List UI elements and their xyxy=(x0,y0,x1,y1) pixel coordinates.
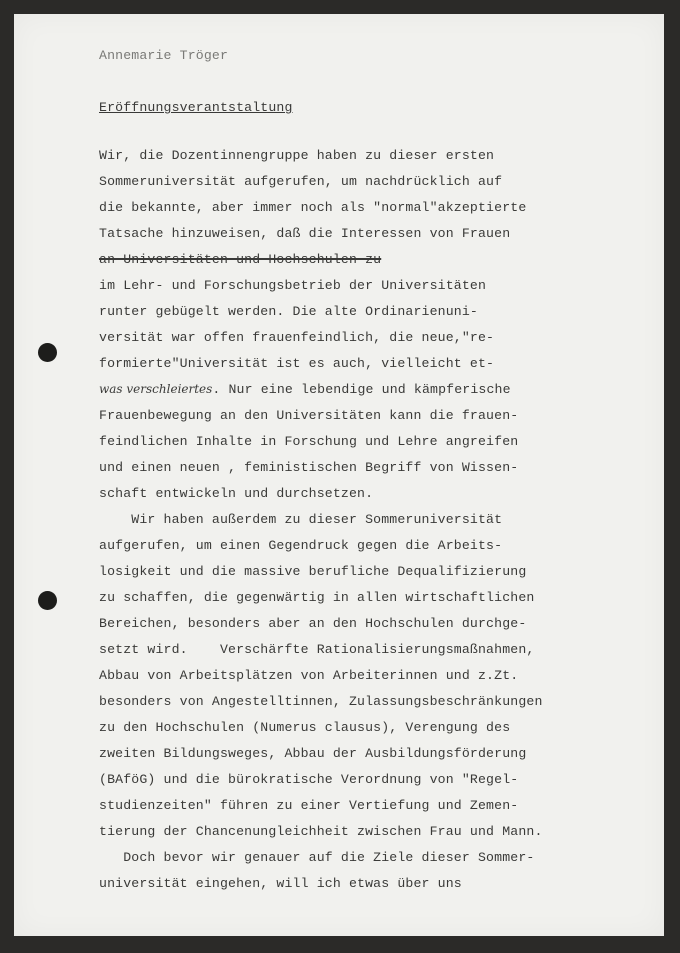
text-line: Tatsache hinzuweisen, daß die Interessen von Frauen xyxy=(99,226,511,241)
text-line: setzt wird. Verschärfte Rationalisierungsmaßnahmen, xyxy=(99,642,535,657)
text-line: Bereichen, besonders aber an den Hochschulen durchge- xyxy=(99,616,527,631)
text-line-rest: . Nur eine lebendige und kämpferische xyxy=(212,382,511,397)
handwritten-correction: was verschleiertes xyxy=(99,382,213,396)
text-line: (BAföG) und die bürokratische Verordnung von "Regel- xyxy=(99,772,519,787)
text-line: tierung der Chancenungleichheit zwischen Frau und Mann. xyxy=(99,824,543,839)
text-line: universität eingehen, will ich etwas über uns xyxy=(99,876,462,891)
text-line: besonders von Angestelltinnen, Zulassungsbeschränkungen xyxy=(99,694,543,709)
document-title: Eröffnungsverantstaltung xyxy=(99,100,293,115)
text-line: zu schaffen, die gegenwärtig in allen wirtschaftlichen xyxy=(99,590,535,605)
text-line: feindlichen Inhalte in Forschung und Lehre angreifen xyxy=(99,434,519,449)
document-page xyxy=(14,14,664,936)
struck-through-line: an Universitäten und Hochschulen zu xyxy=(99,252,382,267)
text-line: im Lehr- und Forschungsbetrieb der Universitäten xyxy=(99,278,487,293)
text-line: aufgerufen, um einen Gegendruck gegen die Arbeits- xyxy=(99,538,503,553)
text-line: runter gebügelt werden. Die alte Ordinarienuni- xyxy=(99,304,478,319)
punch-hole-top xyxy=(38,343,57,362)
text-line: formierte"Universität ist es auch, vielleicht et- xyxy=(99,356,495,371)
text-line: Abbau von Arbeitsplätzen von Arbeiterinnen und z.Zt. xyxy=(99,668,519,683)
text-line: und einen neuen , feministischen Begriff von Wissen- xyxy=(99,460,519,475)
text-line: Doch bevor wir genauer auf die Ziele dieser Sommer- xyxy=(99,850,535,865)
text-line: Wir haben außerdem zu dieser Sommeruniversität xyxy=(99,512,503,527)
author-name: Annemarie Tröger xyxy=(99,48,229,63)
text-line: schaft entwickeln und durchsetzen. xyxy=(99,486,374,501)
text-line: die bekannte, aber immer noch als "normal"akzeptierte xyxy=(99,200,527,215)
text-line: Wir, die Dozentinnengruppe haben zu dieser ersten xyxy=(99,148,495,163)
text-line xyxy=(99,382,511,397)
text-line: zweiten Bildungsweges, Abbau der Ausbildungsförderung xyxy=(99,746,527,761)
text-line: Frauenbewegung an den Universitäten kann die frauen- xyxy=(99,408,519,423)
text-line: Sommeruniversität aufgerufen, um nachdrücklich auf xyxy=(99,174,503,189)
text-line: losigkeit und die massive berufliche Dequalifizierung xyxy=(99,564,527,579)
text-line: versität war offen frauenfeindlich, die neue,"re- xyxy=(99,330,495,345)
text-line: studienzeiten" führen zu einer Vertiefung und Zemen- xyxy=(99,798,519,813)
punch-hole-bottom xyxy=(38,591,57,610)
text-line: zu den Hochschulen (Numerus clausus), Verengung des xyxy=(99,720,511,735)
